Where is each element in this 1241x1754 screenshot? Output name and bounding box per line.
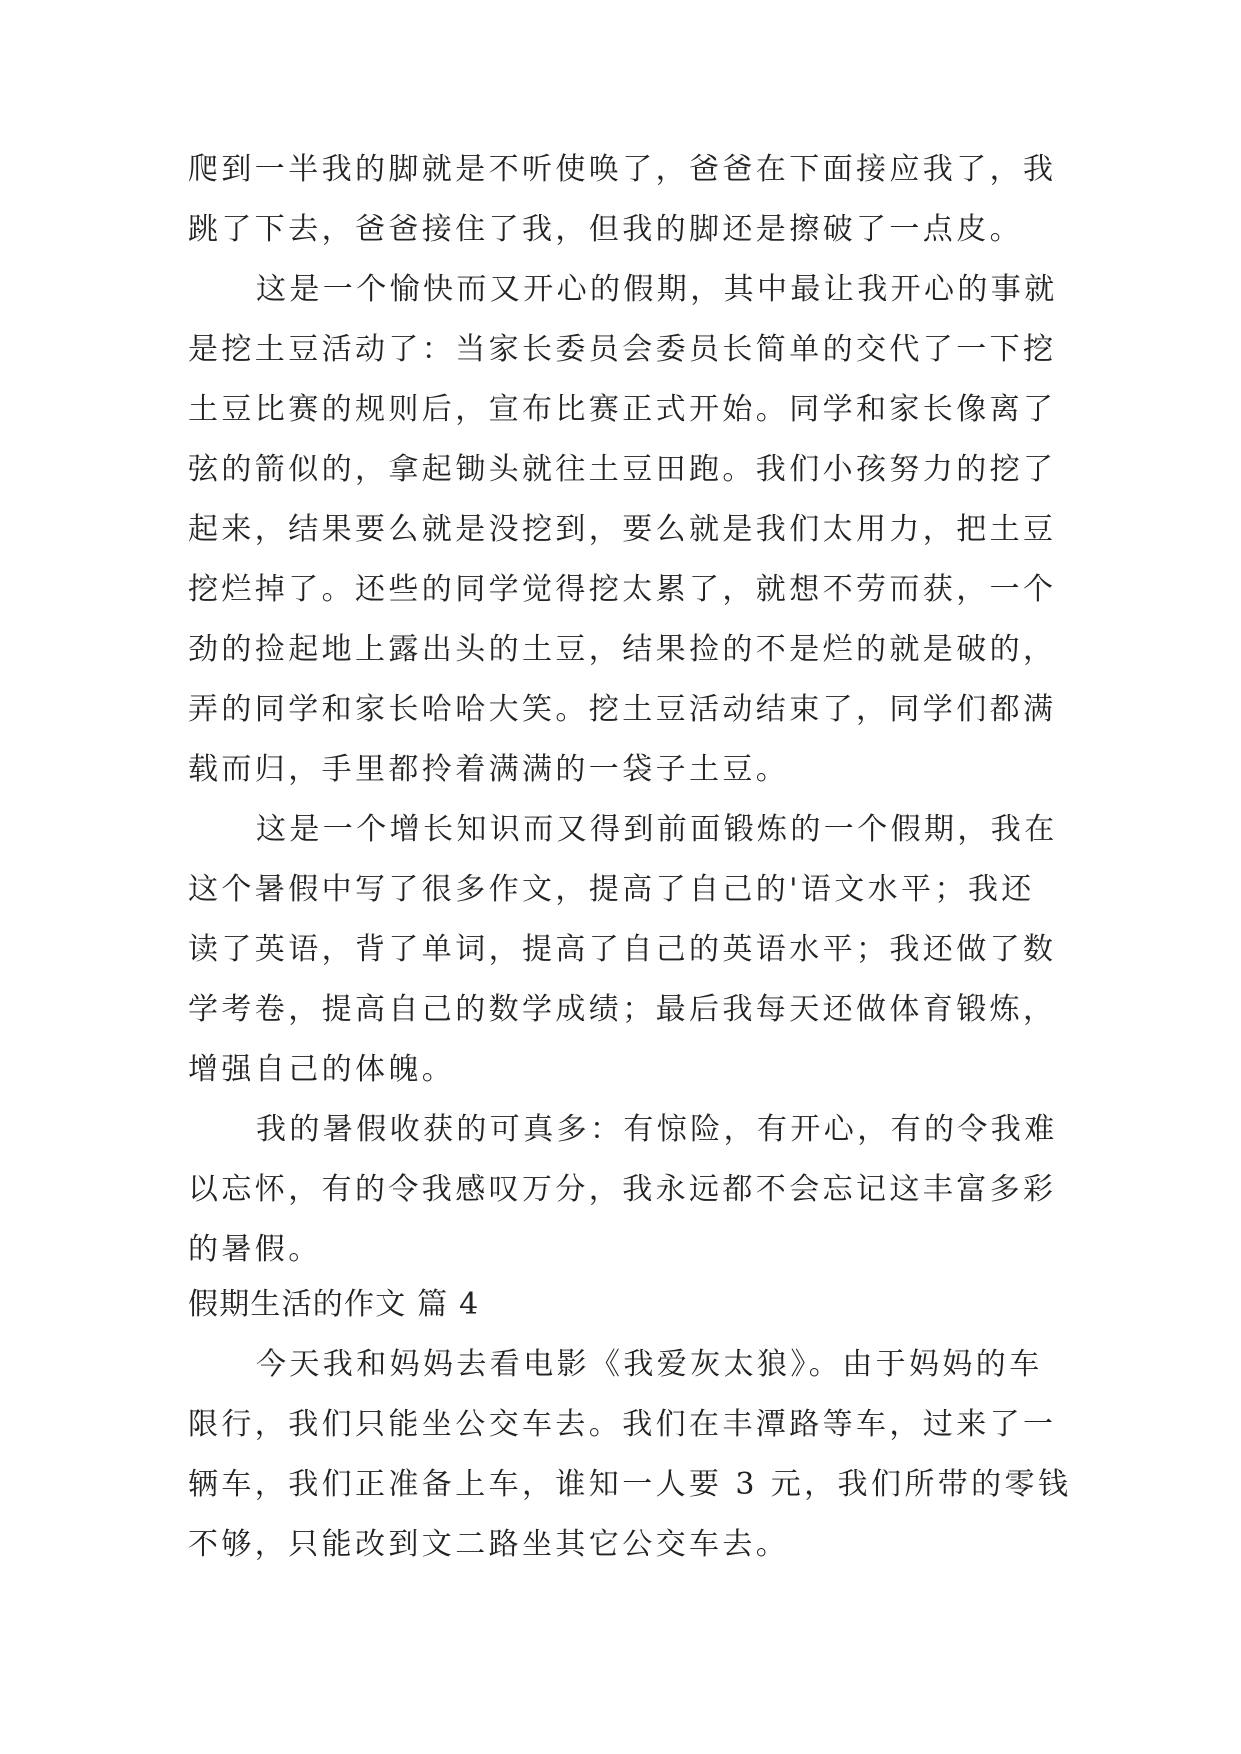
paragraph-line: 劲的捡起地上露出头的土豆，结果捡的不是烂的就是破的， <box>188 632 1057 667</box>
paragraph-line: 载而归，手里都拎着满满的一袋子土豆。 <box>188 752 790 787</box>
paragraph-line: 限行，我们只能坐公交车去。我们在丰潭路等车，过来了一 <box>188 1407 1057 1442</box>
paragraph-line: 跳了下去，爸爸接住了我，但我的脚还是擦破了一点皮。 <box>188 212 1023 247</box>
paragraph-line: 增强自己的体魄。 <box>188 1052 456 1087</box>
paragraph-line: 我的暑假收获的可真多：有惊险，有开心，有的令我难 <box>256 1112 1058 1147</box>
paragraph-line: 土豆比赛的规则后，宣布比赛正式开始。同学和家长像离了 <box>188 392 1057 427</box>
paragraph-line: 不够，只能改到文二路坐其它公交车去。 <box>188 1527 790 1562</box>
paragraph-line: 的暑假。 <box>188 1232 322 1267</box>
paragraph-line: 学考卷，提高自己的数学成绩；最后我每天还做体育锻炼， <box>188 992 1057 1027</box>
paragraph-line: 弦的箭似的，拿起锄头就往土豆田跑。我们小孩努力的挖了 <box>188 452 1057 487</box>
paragraph-line: 读了英语，背了单词，提高了自己的英语水平；我还做了数 <box>188 932 1057 967</box>
section-heading: 假期生活的作文 篇 4 <box>188 1287 480 1322</box>
paragraph-line: 这是一个愉快而又开心的假期，其中最让我开心的事就 <box>256 272 1058 307</box>
paragraph-line: 今天我和妈妈去看电影《我爱灰太狼》。由于妈妈的车 <box>256 1347 1043 1382</box>
paragraph-line: 这是一个增长知识而又得到前面锻炼的一个假期，我在 <box>256 812 1058 847</box>
paragraph-line: 爬到一半我的脚就是不听使唤了，爸爸在下面接应我了，我 <box>188 152 1057 187</box>
paragraph-line: 是挖土豆活动了：当家长委员会委员长简单的交代了一下挖 <box>188 332 1057 367</box>
paragraph-line: 起来，结果要么就是没挖到，要么就是我们太用力，把土豆 <box>188 512 1057 547</box>
paragraph-line: 挖烂掉了。还些的同学觉得挖太累了，就想不劳而获，一个 <box>188 572 1057 607</box>
paragraph-line: 辆车，我们正准备上车，谁知一人要 3 元，我们所带的零钱 <box>188 1467 1072 1502</box>
paragraph-line: 这个暑假中写了很多作文，提高了自己的'语文水平；我还 <box>188 872 1035 907</box>
paragraph-line: 弄的同学和家长哈哈大笑。挖土豆活动结束了，同学们都满 <box>188 692 1057 727</box>
paragraph-line: 以忘怀，有的令我感叹万分，我永远都不会忘记这丰富多彩 <box>188 1172 1057 1207</box>
